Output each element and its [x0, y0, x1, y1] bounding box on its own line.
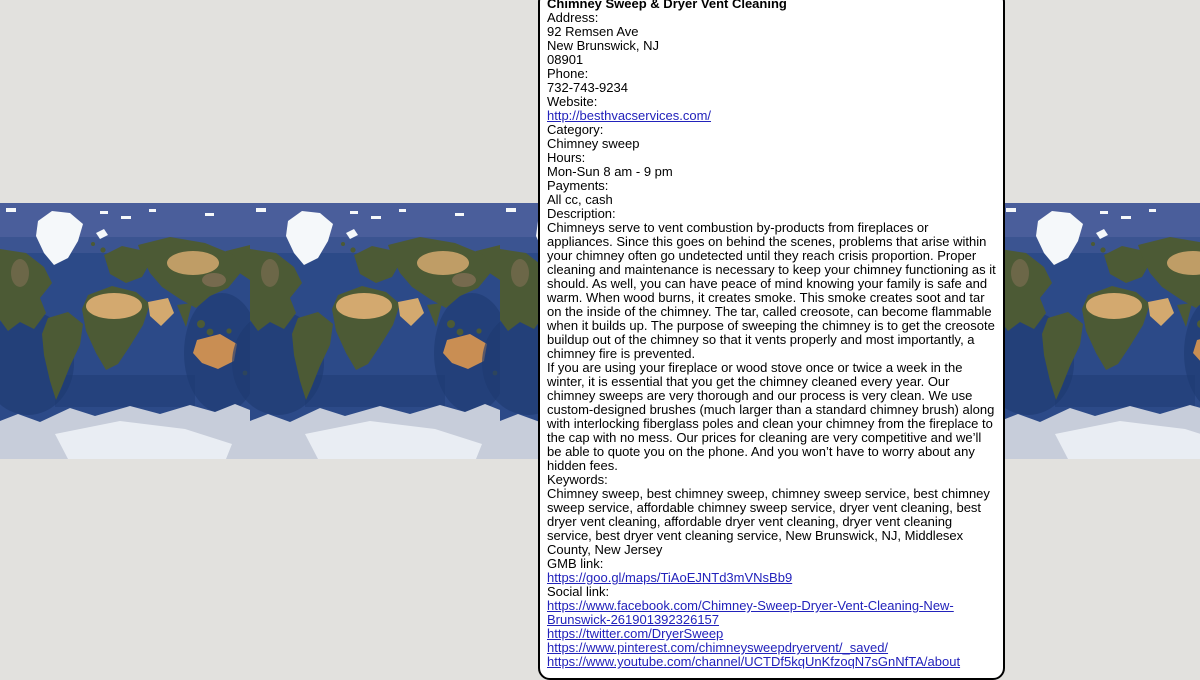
address-city: New Brunswick, NJ [547, 38, 659, 53]
website-label: Website: [547, 94, 598, 109]
gmb-label: GMB link: [547, 556, 604, 571]
hours-value: Mon-Sun 8 am - 9 pm [547, 164, 673, 179]
phone-label: Phone: [547, 66, 589, 81]
keywords-value: Chimney sweep, best chimney sweep, chimney sweep service, best chimney sweep service, affordable chimney sweep service, dryer vent cleaning, best dryer vent cleaning, affordable dryer vent cleaning, dryer vent cleaning service, best dryer vent cleaning service, New Brunswick, NJ, Middlesex County, New Jersey [547, 486, 990, 557]
website-link[interactable]: http://besthvacservices.com/ [547, 108, 712, 123]
category-label: Category: [547, 122, 604, 137]
address-street: 92 Remsen Ave [547, 24, 639, 39]
business-info-panel [538, 0, 1005, 680]
twitter-link[interactable]: https://twitter.com/DryerSweep [547, 626, 724, 641]
youtube-link[interactable]: https://www.youtube.com/channel/UCTDf5kqUnKfzoqN7sGnNfTA/about [547, 654, 961, 669]
map-tile-2 [232, 203, 510, 459]
description-paragraph-2: If you are using your fireplace or wood stove once or twice a week in the winter, it is essential that you get the chimney cleaned every year. Our chimney sweeps are very thorough and our process is very clean. We use custom-designed brushes (much larger than a standard chimney brush) along with interlocking fiberglass poles and clean your chimney from the fireplace to the cap with no mess. Our prices for cleaning are very competitive and we’ll be able to quote you on the phone. And you won’t have to worry about any hidden fees. [547, 360, 995, 473]
hours-label: Hours: [547, 150, 586, 165]
map-tile-1 [0, 203, 260, 459]
description-paragraph-1: Chimneys serve to vent combustion by-products from fireplaces or appliances. Since this goes on behind the scenes, problems that arise within your chimney often go undetected until they reach crisis proportion. Proper cleaning and maintenance is necessary to keep your chimney functioning as it should. As well, you can have peace of mind knowing your family is safe and warm. When wood burns, it creates smoke. This smoke creates soot and tar on the inside of the chimney. The tar, called creosote, can become flammable when it builds up. The purpose of sweeping the chimney is to get the creosote buildup out of the chimney so that it vents properly and most importantly, a chimney fire is prevented. [547, 220, 996, 361]
payments-label: Payments: [547, 178, 609, 193]
address-zip: 08901 [547, 52, 584, 67]
phone-value: 732-743-9234 [547, 80, 628, 95]
description-label: Description: [547, 206, 616, 221]
payments-value: All cc, cash [547, 192, 613, 207]
pinterest-link[interactable]: https://www.pinterest.com/chimneysweepdryervent/_saved/ [547, 640, 889, 655]
keywords-label: Keywords: [547, 472, 608, 487]
address-label: Address: [547, 10, 599, 25]
map-tile-5 [982, 203, 1200, 459]
business-title: Chimney Sweep & Dryer Vent Cleaning [547, 0, 787, 11]
gmb-link[interactable]: https://goo.gl/maps/TiAoEJNTd3mVNsBb9 [547, 570, 793, 585]
social-label: Social link: [547, 584, 610, 599]
facebook-link[interactable]: https://www.facebook.com/Chimney-Sweep-Dryer-Vent-Cleaning-New-Brunswick-261901392326157 [547, 598, 954, 627]
category-value: Chimney sweep [547, 136, 640, 151]
